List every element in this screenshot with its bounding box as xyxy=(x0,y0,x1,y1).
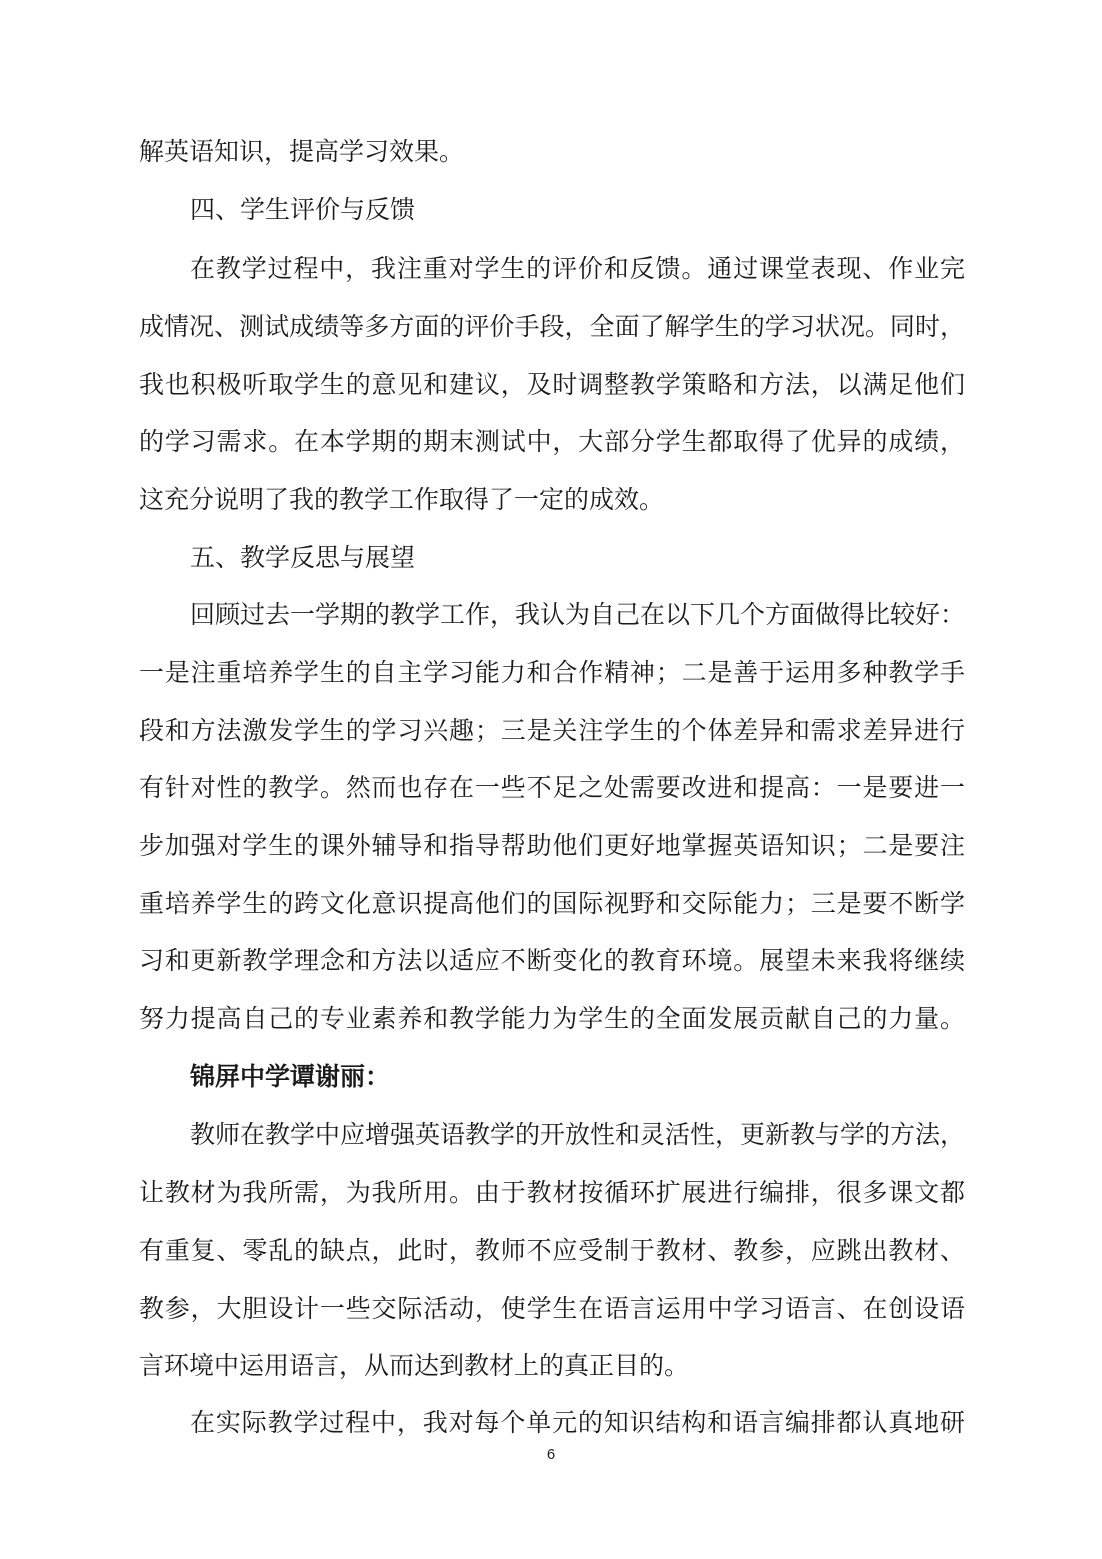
text-line: 的学习需求。在本学期的期末测试中，大部分学生都取得了优异的成绩， xyxy=(139,427,965,456)
text-line: 教参，大胆设计一些交际活动，使学生在语言运用中学习语言、在创设语 xyxy=(139,1294,965,1323)
text-line: 我也积极听取学生的意见和建议，及时调整教学策略和方法，以满足他们 xyxy=(139,370,965,399)
section-heading: 五、教学反思与展望 xyxy=(190,543,416,572)
text-line: 习和更新教学理念和方法以适应不断变化的教育环境。展望未来我将继续 xyxy=(139,946,965,975)
text-line: 有重复、零乱的缺点，此时，教师不应受制于教材、教参，应跳出教材、 xyxy=(139,1236,965,1265)
section-heading: 四、学生评价与反馈 xyxy=(190,195,416,224)
text-line: 这充分说明了我的教学工作取得了一定的成效。 xyxy=(139,485,665,514)
text-line: 努力提高自己的专业素养和教学能力为学生的全面发展贡献自己的力量。 xyxy=(139,1004,965,1033)
text-line: 段和方法激发学生的学习兴趣；三是关注学生的个体差异和需求差异进行 xyxy=(139,716,965,745)
text-line: 言环境中运用语言，从而达到教材上的真正目的。 xyxy=(139,1351,690,1380)
text-line: 成情况、测试成绩等多方面的评价手段，全面了解学生的学习状况。同时， xyxy=(139,312,965,341)
text-line: 步加强对学生的课外辅导和指导帮助他们更好地掌握英语知识；二是要注 xyxy=(139,831,965,860)
text-line: 在教学过程中，我注重对学生的评价和反馈。通过课堂表现、作业完 xyxy=(190,254,965,283)
text-line: 教师在教学中应增强英语教学的开放性和灵活性，更新教与学的方法， xyxy=(190,1120,965,1149)
text-line: 解英语知识，提高学习效果。 xyxy=(139,137,465,166)
text-line: 回顾过去一学期的教学工作，我认为自己在以下几个方面做得比较好： xyxy=(190,600,965,629)
text-line: 重培养学生的跨文化意识提高他们的国际视野和交际能力；三是要不断学 xyxy=(139,889,965,918)
text-line: 一是注重培养学生的自主学习能力和合作精神；二是善于运用多种教学手 xyxy=(139,658,965,687)
page-number: 6 xyxy=(546,1446,556,1463)
text-line: 在实际教学过程中，我对每个单元的知识结构和语言编排都认真地研 xyxy=(190,1408,965,1437)
text-line: 有针对性的教学。然而也存在一些不足之处需要改进和提高：一是要进一 xyxy=(139,773,965,802)
text-line: 让教材为我所需，为我所用。由于教材按循环扩展进行编排，很多课文都 xyxy=(139,1178,965,1207)
author-heading: 锦屏中学谭谢丽： xyxy=(190,1062,391,1091)
